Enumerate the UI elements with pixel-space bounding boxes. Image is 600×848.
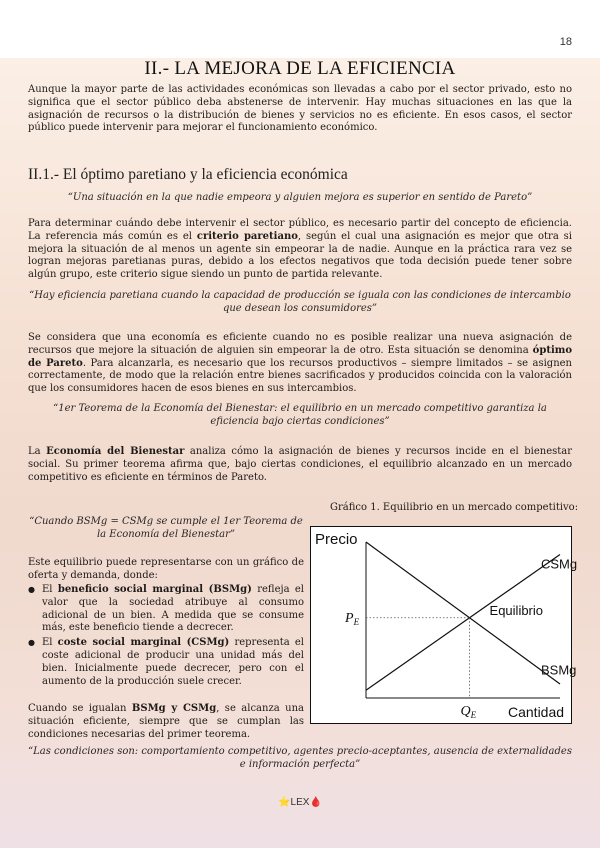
bsmg-text-after: refleja el valor que la sociedad atribuye al consumo adicional de un bien. A medida que se consume más, este beneficio tiende a decrecer. [42, 584, 304, 634]
quote-pareto: “Una situación en la que nadie empeora y alguien mejora es superior en sentido de Pareto” [67, 192, 533, 203]
optimo-text-before: Se considera que una economía es eficiente cuando no es posible realizar una nueva asignación de recursos que mejore la situación de alguien sin empeorar la de otro. Esta situación se denomina [28, 332, 572, 356]
section-heading: II.1.- El óptimo paretiano y la eficiencia económica [28, 166, 348, 183]
footer-logo [0, 797, 600, 808]
x-axis-label: Cantidad [508, 704, 565, 720]
csmg-text-after: representa el coste adicional de producir una unidad más del bien. Inicialmente puede decrecer, pero con el aumento de la producción suele crecer. [42, 637, 304, 687]
paragraph-criterio [28, 218, 572, 282]
chart-caption: Gráfico 1. Equilibrio en un mercado competitivo: [330, 502, 579, 513]
paragraph-equilibrio: Este equilibrio puede representarse con un gráfico de oferta y demanda, donde: [28, 557, 304, 581]
igualan-text-before: Cuando se igualan [28, 703, 132, 714]
criterio-text-before: Para determinar cuándo debe intervenir el sector público, es necesario partir del concepto de eficiencia. La referencia más común es el [28, 218, 572, 242]
csmg-text-before: El [42, 637, 58, 649]
page-title: II.- LA MEJORA DE LA EFICIENCIA [144, 58, 456, 79]
quote-condiciones: “Las condiciones son: comportamiento competitivo, agentes precio-aceptantes, ausencia de externalidades e información perfecta” [28, 746, 572, 770]
bienestar-text-before: La [28, 446, 47, 457]
paragraph-bienestar [28, 446, 572, 484]
quote-teorema: “1er Teorema de la Economía del Bienestar: el equilibrio en un mercado competitivo garantiza la eficiencia bajo ciertas condiciones” [53, 403, 547, 427]
criterio-bold: criterio paretiano [196, 230, 298, 242]
page-number: 18 [559, 36, 572, 48]
price-equilibrium-label: $P_E$ [345, 610, 360, 627]
igualan-bold: BSMg y CSMg [131, 703, 217, 714]
csmg-label: CSMg [541, 556, 578, 572]
optimo-bold: óptimo de Pareto [28, 344, 572, 369]
criterio-text-after: , según el cual una asignación es mejor que otra si mejora la situación de al menos un agente sin empeorar la de nadie. Aunque en la práctica rara vez se logran mejoras paretianas puras, debido a los efectos negativos que toda decisión puede tener sobre algún grupo, este criterio sigue siendo un punto de partida relevante. [28, 230, 573, 281]
drop-icon: 🩸 [309, 797, 322, 808]
definition-list [28, 584, 304, 688]
equilibrium-chart [310, 526, 578, 724]
star-icon: ⭐ [278, 797, 291, 808]
quantity-equilibrium-label: $Q_E$ [460, 704, 477, 720]
bsmg-text-before: El [42, 584, 58, 595]
list-item-bsmg [28, 584, 304, 635]
footer-text: LEX [290, 797, 310, 808]
bienestar-bold: Economía del Bienestar [46, 446, 185, 457]
list-item-csmg [28, 637, 304, 688]
optimo-text-after: . Para alcanzarla, es necesario que los recursos productivos – siempre limitados – se asignen correctamente, de modo que la relación entre bienes sacrificados y producidos coincida con la valoración que los consumidores hacen de esos bienes en sus intercambios. [28, 357, 572, 395]
bsmg-label: BSMg [541, 662, 577, 678]
intro-paragraph: Aunque la mayor parte de las actividades económicas son llevadas a cabo por el sector privado, esto no significa que el sector público deba abstenerse de intervenir. Hay muchas situaciones en las que la asignación de recursos o la distribución de bienes y servicios no es eficiente. En esos casos, el sector público puede intervenir para mejorar el funcionamiento económico. [28, 84, 572, 134]
paragraph-igualan [28, 703, 304, 741]
paragraph-optimo [28, 332, 572, 396]
y-axis-label: Precio [315, 531, 358, 548]
csmg-bold: coste social marginal (CSMg) [57, 637, 230, 649]
igualan-text-after: , se alcanza una situación eficiente, siempre que se cumplan las condiciones necesarias del primer teorema. [28, 703, 304, 740]
bienestar-text-after: analiza cómo la asignación de bienes y recursos incide en el bienestar social. Su primer teorema afirma que, bajo ciertas condiciones, el equilibrio alcanzado en un mercado competitivo es eficiente en términos de Pareto. [28, 446, 573, 483]
quote-bsmg: “Cuando BSMg = CSMg se cumple el 1er Teorema de la Economía del Bienestar” [29, 516, 303, 540]
quote-eficiencia: “Hay eficiencia paretiana cuando la capacidad de producción se iguala con las condiciones de intercambio que desean los consumidores” [29, 290, 571, 314]
equilibrium-label: Equilibrio [489, 602, 544, 618]
bsmg-bold: beneficio social marginal (BSMg) [57, 584, 252, 595]
